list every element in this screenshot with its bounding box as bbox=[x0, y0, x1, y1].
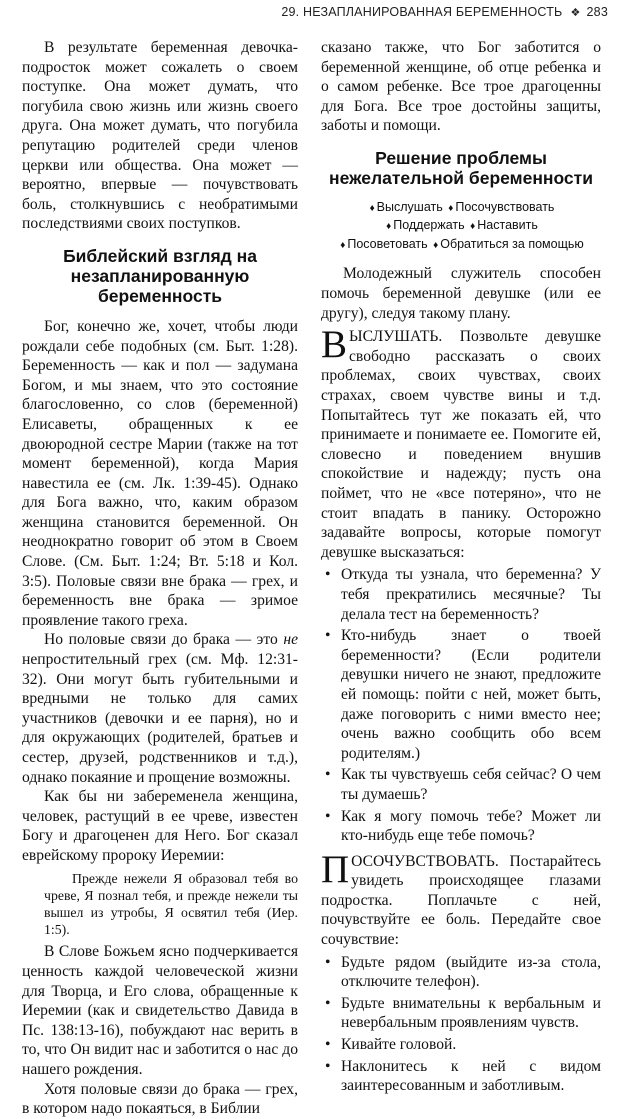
running-header bbox=[0, 5, 608, 21]
step-listen: ВЫСЛУШАТЬ. Позвольте девушке свободно рассказать о своих проблемах, своих чувствах, своих страхах, своем чувстве вины и т.д. Попытайтесь тут же показать ей, что принимаете и понимаете ее. Помогите ей, словесно и поведением внушив спокойствие и надежду; пусть она поймет, что не «все потеряно», что не стоит впадать в панику. Осторожно задавайте вопросы, которые помогут девушке высказаться: bbox=[321, 323, 601, 561]
list-item: • Будьте рядом (выйдите из-за стола, отключите телефон). bbox=[325, 953, 601, 991]
diamond-icon: ♦ bbox=[448, 202, 454, 214]
paragraph-3: Как бы ни забеременела женщина, человек, растущий в ее чреве, известен Богу и драгоценен для Него. Бог сказал еврейскому пророку Иеремии: bbox=[22, 788, 298, 864]
list-item: • Кто-нибудь знает о твоей беременности? (Если родители девушки ничего не знают, предложите ей помощь: пойти с ней, может быть, даже поговорить с ними вместо нее; очень важно сообщить обо всем родителям.) bbox=[325, 627, 601, 762]
bullet-icon: • bbox=[325, 994, 331, 1012]
bullet-icon: • bbox=[325, 1057, 331, 1075]
emphasis-not: не bbox=[283, 631, 298, 649]
list-item: • Откуда ты узнала, что беременна? У тебя прекратились месячные? Ты делала тест на беременность? bbox=[325, 566, 601, 623]
section-heading-biblical-view: Библейский взгляд на незапланированную беременность bbox=[63, 245, 257, 306]
bullet-icon: • bbox=[325, 1036, 331, 1054]
bullet-icon: • bbox=[325, 766, 331, 784]
left-column bbox=[22, 38, 298, 1119]
list-item: • Будьте внимательны к вербальным и невербальным проявлениям чувств. bbox=[325, 994, 601, 1032]
list-item: • Как я могу помочь тебе? Может ли кто-нибудь еще тебе помочь? bbox=[325, 807, 601, 845]
steps-summary: ♦ Выслушать ♦ Посочувствовать ♦ Поддержать ♦ Наставить ♦ Посоветовать ♦ Обратиться за помощью bbox=[340, 199, 584, 251]
drop-cap: П bbox=[321, 847, 350, 891]
bullet-icon: • bbox=[325, 566, 331, 584]
continuation-paragraph: сказано также, что Бог заботится о беременной женщине, об отце ребенка и о самом ребенке. Все трое драгоценны для Бога. Все трое достойны защиты, заботы и помощи. bbox=[321, 39, 601, 135]
diamond-icon: ♦ bbox=[369, 202, 375, 214]
ornament-icon: ❖ bbox=[570, 7, 581, 19]
list-item: • Как ты чувствуешь себя сейчас? О чем ты думаешь? bbox=[325, 766, 601, 803]
intro-paragraph: В результате беременная девочка-подросток может сожалеть о своем поступке. Она может думать, что погубила свою жизнь или жизнь своего друга. Она может думать, что погубила репутацию родителей среди членов церкви или общества. Она может — вероятно, впервые — почувствовать боль, столкнувшись с необратимыми последствиями своих поступков. bbox=[22, 39, 298, 233]
sympathy-list bbox=[321, 953, 601, 1096]
drop-cap: В bbox=[321, 323, 348, 367]
paragraph-2: Но половые связи до брака — это не непростительный грех (см. Мф. 12:31-32). Они могут быть губительными и вредными не только для самих участников (девочки и ее парня), но и для окружающих (родителей, братьев и сестер, друзей, родственников и т.д.), однако покаяние и прощение возможны. bbox=[22, 631, 298, 786]
paragraph-5: Хотя половые связи до брака — грех, в котором надо покаяться, в Библии bbox=[22, 1080, 298, 1118]
diamond-icon: ♦ bbox=[340, 239, 346, 251]
paragraph-4: В Слове Божьем ясно подчеркивается ценность каждой человеческой жизни для Творца, и Его слова, обращенные к Иеремии (как и свидетельство Давида в Пс. 138:13-16), побуждают нас верить в то, что Он видит нас и заботится о нас до нашего рождения. bbox=[22, 943, 298, 1078]
page-number: 283 bbox=[586, 5, 608, 19]
scripture-quote: Прежде нежели Я образовал тебя во чреве, Я познал тебя, и прежде нежели ты вышел из утробы, Я освятил тебя (Иер. 1:5). bbox=[44, 870, 298, 938]
diamond-icon: ♦ bbox=[433, 239, 439, 251]
diamond-icon: ♦ bbox=[470, 221, 476, 233]
bullet-icon: • bbox=[325, 953, 331, 971]
diamond-icon: ♦ bbox=[386, 221, 392, 233]
list-item: • Кивайте головой. bbox=[325, 1036, 457, 1054]
questions-list bbox=[321, 565, 601, 845]
bullet-icon: • bbox=[325, 807, 331, 825]
right-column bbox=[321, 38, 601, 1098]
section-heading-solution: Решение проблемы нежелательной беременности bbox=[329, 147, 593, 188]
plan-intro: Молодежный служитель способен помочь беременной девушке (или ее другу), следуя такому плану. bbox=[321, 265, 601, 322]
chapter-title: 29. НЕЗАПЛАНИРОВАННАЯ БЕРЕМЕННОСТЬ bbox=[281, 5, 563, 19]
paragraph-1: Бог, конечно же, хочет, чтобы люди рождали себе подобных (см. Быт. 1:28). Беременность — как и пол — задумана Богом, и мы знаем, что это состояние благословенно, со слов (беременной) Елисаветы, обращенных к ее двоюродной сестре Марии (также на тот момент беременной), когда Мария навестила ее (см. Лк. 1:39-45). Однако для Бога важно, что, каким образом женщина становится беременной. Он неоднократно говорит об этом в Своем Слове. (См. Быт. 1:24; Вт. 5:18 и Кол. 3:5). Половые связи вне брака — грех, и беременность вне брака — зримое проявление такого греха. bbox=[22, 317, 298, 629]
step-sympathize: ПОСОЧУВСТВОВАТЬ. Постарайтесь увидеть происходящее глазами подростка. Поплачьте с ней, почувствуйте ее боль. Передайте свое сочувствие: bbox=[321, 847, 601, 949]
list-item: • Наклонитесь к ней с видом заинтересованным и заботливым. bbox=[325, 1057, 601, 1095]
step-title: ЫСЛУШАТЬ. bbox=[349, 328, 443, 346]
bullet-icon: • bbox=[325, 627, 331, 645]
step-title: ОСОЧУВСТВОВАТЬ. bbox=[351, 852, 499, 870]
